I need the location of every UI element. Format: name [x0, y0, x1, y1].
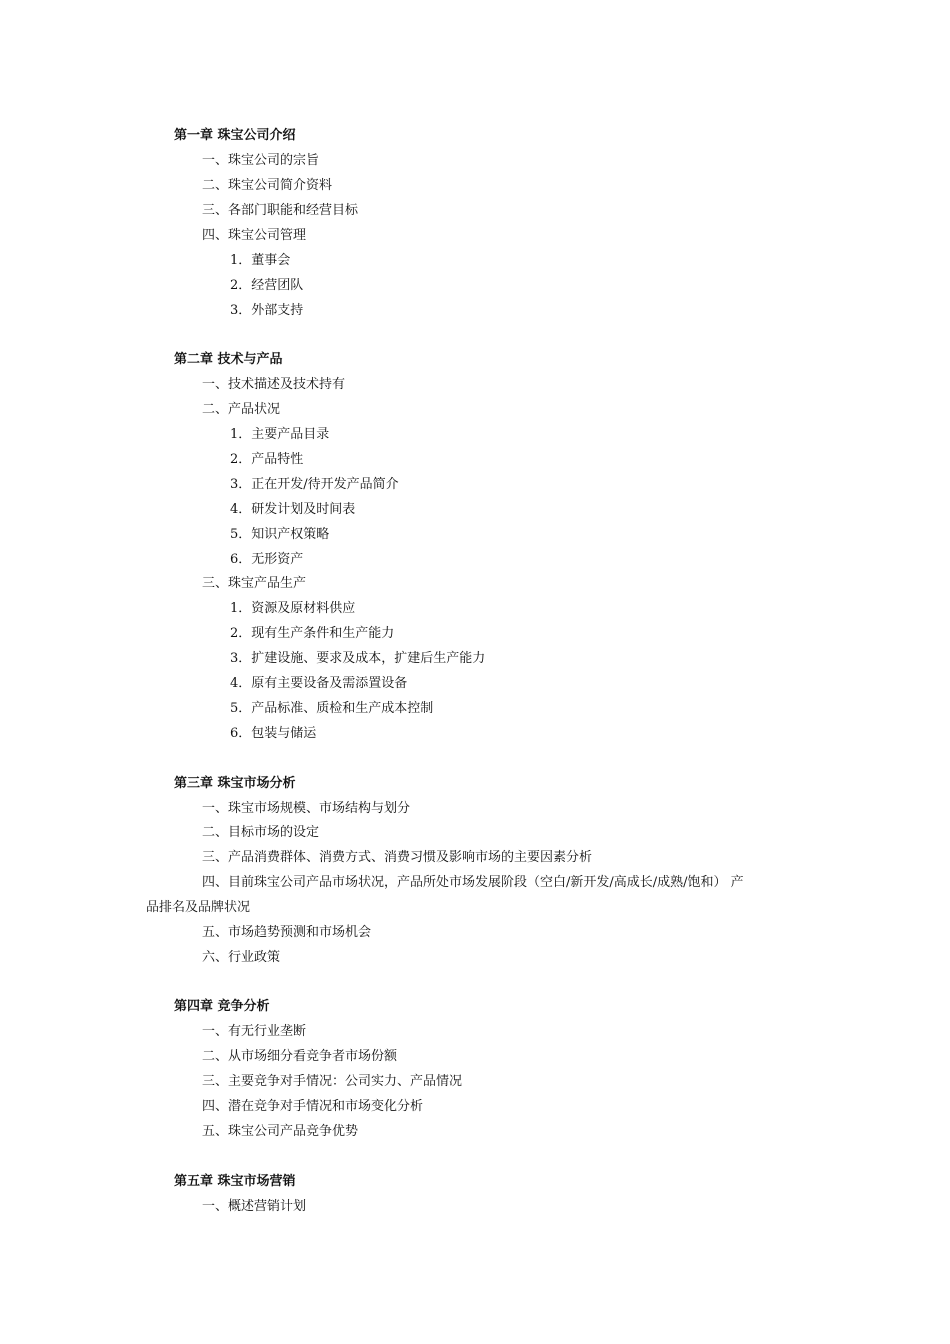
- toc-item: 三、各部门职能和经营目标: [202, 203, 359, 218]
- chapter-heading: 第三章 珠宝市场分析: [174, 776, 296, 791]
- toc-subitem: 3．外部支持: [230, 303, 304, 318]
- toc-item: 五、珠宝公司产品竞争优势: [202, 1124, 359, 1139]
- toc-subitem: 2．产品特性: [230, 452, 304, 467]
- chapter-heading: 第五章 珠宝市场营销: [174, 1174, 296, 1189]
- toc-subitem: 3．正在开发/待开发产品简介: [230, 477, 399, 492]
- toc-subitem: 4．研发计划及时间表: [230, 502, 356, 517]
- toc-subitem: 3．扩建设施、要求及成本，扩建后生产能力: [230, 651, 486, 666]
- toc-item: 三、产品消费群体、消费方式、消费习惯及影响市场的主要因素分析: [202, 850, 593, 865]
- chapter-heading: 第一章 珠宝公司介绍: [174, 128, 296, 143]
- toc-subitem: 6．无形资产: [230, 552, 304, 567]
- toc-item: 四、目前珠宝公司产品市场状况，产品所处市场发展阶段（空白/新开发/高成长/成熟/饱和） 产: [202, 875, 744, 890]
- toc-item: 一、有无行业垄断: [202, 1024, 307, 1039]
- chapter-heading: 第四章 竞争分析: [174, 999, 270, 1014]
- toc-item: 三、主要竞争对手情况：公司实力、产品情况: [202, 1074, 463, 1089]
- chapter-heading: 第二章 技术与产品: [174, 352, 283, 367]
- toc-item: 五、市场趋势预测和市场机会: [202, 925, 372, 940]
- toc-item: 二、产品状况: [202, 402, 281, 417]
- toc-subitem: 1．董事会: [230, 253, 291, 268]
- toc-item: 一、概述营销计划: [202, 1199, 307, 1214]
- toc-subitem: 6．包装与储运: [230, 726, 317, 741]
- toc-subitem: 4．原有主要设备及需添置设备: [230, 676, 408, 691]
- toc-item: 二、珠宝公司简介资料: [202, 178, 333, 193]
- toc-item: 二、从市场细分看竞争者市场份额: [202, 1049, 398, 1064]
- toc-item: 六、行业政策: [202, 950, 281, 965]
- toc-item: 一、珠宝市场规模、市场结构与划分: [202, 801, 411, 816]
- toc-subitem: 5．知识产权策略: [230, 527, 330, 542]
- toc-subitem: 1．资源及原材料供应: [230, 601, 356, 616]
- toc-item: 三、珠宝产品生产: [202, 576, 307, 591]
- toc-item-continuation: 品排名及品牌状况: [146, 900, 251, 915]
- toc-item: 四、珠宝公司管理: [202, 228, 307, 243]
- toc-item: 二、目标市场的设定: [202, 825, 320, 840]
- toc-subitem: 2．经营团队: [230, 278, 304, 293]
- toc-subitem: 2．现有生产条件和生产能力: [230, 626, 395, 641]
- toc-item: 一、技术描述及技术持有: [202, 377, 346, 392]
- toc-item: 四、潜在竞争对手情况和市场变化分析: [202, 1099, 424, 1114]
- toc-item: 一、珠宝公司的宗旨: [202, 153, 320, 168]
- toc-subitem: 1．主要产品目录: [230, 427, 330, 442]
- toc-subitem: 5．产品标准、质检和生产成本控制: [230, 701, 434, 716]
